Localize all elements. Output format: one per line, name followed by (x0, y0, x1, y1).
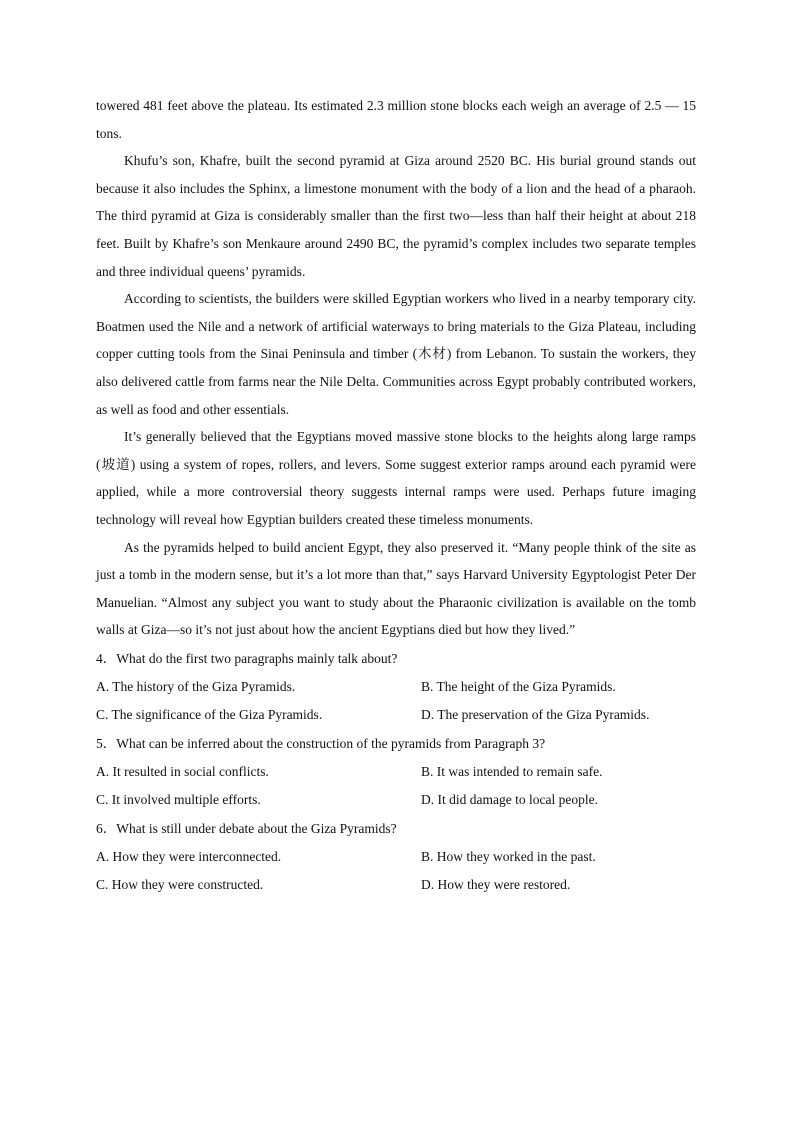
passage-paragraph-4: It’s generally believed that the Egyptians moved massive stone blocks to the heights along large ramps (坡道) using a system of ropes, rollers, and levers. Some suggest exterior ramps around each pyramid were applied, while a more controversial theory suggests internal ramps were used. Perhaps future imaging technology will reveal how Egyptian builders created these timeless monuments. (96, 429, 696, 527)
question-stem: 6．What is still under debate about the Giza Pyramids? (96, 820, 397, 836)
question-4 (96, 644, 696, 729)
option-d: D. The preservation of the Giza Pyramids. (421, 706, 650, 722)
option-c: C. It involved multiple efforts. (96, 791, 261, 807)
question-options (96, 843, 696, 899)
option-d: D. How they were restored. (421, 876, 571, 892)
option-a: A. The history of the Giza Pyramids. (96, 678, 296, 694)
question-options (96, 758, 696, 814)
option-d: D. It did damage to local people. (421, 791, 598, 807)
option-a: A. It resulted in social conflicts. (96, 763, 269, 779)
question-options (96, 673, 696, 729)
question-5 (96, 729, 696, 814)
option-b: B. The height of the Giza Pyramids. (421, 678, 616, 694)
question-stem: 4．What do the first two paragraphs mainly talk about? (96, 650, 398, 666)
option-b: B. How they worked in the past. (421, 848, 596, 864)
option-c: C. How they were constructed. (96, 876, 264, 892)
option-b: B. It was intended to remain safe. (421, 763, 603, 779)
option-a: A. How they were interconnected. (96, 848, 282, 864)
question-6 (96, 814, 696, 899)
passage-paragraph-3: According to scientists, the builders were skilled Egyptian workers who lived in a nearby temporary city. Boatmen used the Nile and a network of artificial waterways to bring materials to the Giza Plateau, including copper cutting tools from the Sinai Peninsula and timber (木材) from Lebanon. To sustain the workers, they also delivered cattle from farms near the Nile Delta. Communities across Egypt probably contributed workers, as well as food and other essentials. (96, 291, 696, 417)
passage-paragraph-2: Khufu’s son, Khafre, built the second pyramid at Giza around 2520 BC. His burial ground stands out because it also includes the Sphinx, a limestone monument with the body of a lion and the head of a pharaoh. The third pyramid at Giza is considerably smaller than the first two—less than half their height at about 218 feet. Built by Khafre’s son Menkaure around 2490 BC, the pyramid’s complex includes two separate temples and three individual queens’ pyramids. (96, 153, 696, 279)
option-c: C. The significance of the Giza Pyramids. (96, 706, 323, 722)
passage-paragraph-1: towered 481 feet above the plateau. Its estimated 2.3 million stone blocks each weigh an average of 2.5 — 15 tons. (96, 98, 696, 141)
passage-paragraph-5: As the pyramids helped to build ancient Egypt, they also preserved it. “Many people think of the site as just a tomb in the modern sense, but it’s a lot more than that,” says Harvard University Egyptologist Peter Der Manuelian. “Almost any subject you want to study about the Pharaonic civilization is available on the tomb walls at Giza—so it’s not just about how the ancient Egyptians died but how they lived.” (96, 539, 696, 638)
document-page (96, 92, 696, 899)
question-stem: 5．What can be inferred about the construction of the pyramids from Paragraph 3? (96, 735, 546, 751)
